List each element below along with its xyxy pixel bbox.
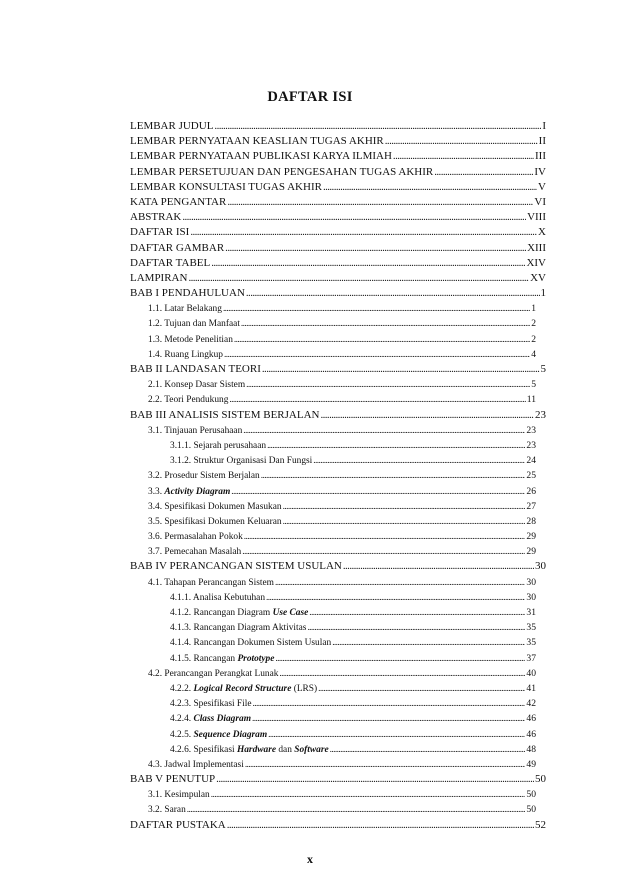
dot-leader bbox=[245, 758, 526, 772]
toc-entry-page: 23 bbox=[535, 408, 546, 421]
dot-leader bbox=[190, 225, 537, 240]
dot-leader bbox=[266, 591, 525, 605]
dot-leader bbox=[188, 271, 529, 286]
toc-entry bbox=[130, 559, 546, 574]
toc-entry bbox=[130, 575, 546, 590]
toc-entry-page: 2 bbox=[531, 318, 536, 330]
toc-entry-label: LEMBAR KONSULTASI TUGAS AKHIR bbox=[130, 180, 322, 193]
toc-entry-label: 4.1.2. Rancangan Diagram Use Case bbox=[170, 608, 309, 618]
toc-entry-label: 1.2. Tujuan dan Manfaat bbox=[148, 319, 240, 330]
toc-entry bbox=[130, 711, 546, 726]
toc-entry-page: 29 bbox=[526, 531, 536, 543]
toc-entry bbox=[130, 544, 546, 559]
toc-entry bbox=[130, 468, 546, 483]
toc-entry bbox=[130, 620, 546, 635]
toc-entry-page: 37 bbox=[526, 652, 536, 664]
dot-leader bbox=[225, 241, 526, 256]
toc-entry-label: 3.5. Spesifikasi Dokumen Keluaran bbox=[148, 516, 282, 527]
toc-entry bbox=[130, 301, 546, 316]
dot-leader bbox=[330, 743, 526, 757]
dot-leader bbox=[268, 728, 525, 742]
toc-entry bbox=[130, 195, 546, 210]
dot-leader bbox=[307, 621, 525, 635]
toc-entry-page: 52 bbox=[535, 818, 546, 831]
toc-entry bbox=[130, 423, 546, 438]
toc-entry bbox=[130, 377, 546, 392]
toc-entry bbox=[130, 119, 546, 134]
toc-entry-page: 50 bbox=[535, 773, 546, 786]
toc-entry-page: 31 bbox=[526, 607, 536, 618]
toc-entry-page: 29 bbox=[526, 546, 536, 558]
toc-entry bbox=[130, 210, 546, 225]
toc-entry-label: 4.2.6. Spesifikasi Hardware dan Software bbox=[170, 744, 329, 755]
toc-entry-page: III bbox=[535, 150, 546, 163]
dot-leader bbox=[211, 256, 525, 271]
toc-entry-label: LEMBAR PERNYATAAN KEASLIAN TUGAS AKHIR bbox=[130, 135, 384, 148]
toc-entry-label: DAFTAR GAMBAR bbox=[130, 241, 225, 254]
toc-entry-label: LEMBAR PERSETUJUAN DAN PENGESAHAN TUGAS AKHIR bbox=[130, 165, 434, 178]
dot-leader bbox=[244, 530, 526, 544]
dot-leader bbox=[187, 803, 526, 817]
toc-entry bbox=[130, 256, 546, 271]
toc-entry-label: 3.3. Activity Diagram bbox=[148, 486, 231, 497]
toc-entry-label: 4.2. Perancangan Perangkat Lunak bbox=[148, 668, 279, 679]
toc-entry-page: 23 bbox=[526, 439, 536, 451]
toc-entry-page: X bbox=[538, 226, 546, 239]
dot-leader bbox=[313, 454, 525, 468]
toc-entry-label: BAB III ANALISIS SISTEM BERJALAN bbox=[130, 408, 320, 421]
toc-entry-page: 48 bbox=[526, 743, 536, 755]
toc-entry-label: 3.6. Permasalahan Pokok bbox=[148, 532, 243, 543]
toc-entry bbox=[130, 787, 546, 802]
toc-entry-page: 5 bbox=[531, 379, 536, 391]
toc-entry bbox=[130, 727, 546, 742]
toc-entry-label: 4.2.3. Spesifikasi File bbox=[170, 699, 252, 710]
toc-entry bbox=[130, 225, 546, 240]
toc-entry-page: XIV bbox=[526, 256, 546, 269]
toc-entry-page: 40 bbox=[526, 667, 536, 679]
toc-entry-label: LEMBAR PERNYATAAN PUBLIKASI KARYA ILMIAH bbox=[130, 150, 392, 163]
toc-entry-page: 5 bbox=[540, 363, 546, 375]
dot-leader bbox=[223, 302, 530, 316]
dot-leader bbox=[262, 362, 540, 377]
toc-entry-page: VIII bbox=[527, 211, 546, 224]
toc-entry-label: 2.2. Teori Pendukung bbox=[148, 395, 229, 406]
toc-entry-page: 26 bbox=[526, 485, 536, 497]
toc-entry bbox=[130, 802, 546, 817]
toc-entry-page: 1 bbox=[531, 303, 536, 315]
dot-leader bbox=[393, 149, 534, 164]
toc-entry-page: 30 bbox=[526, 576, 536, 588]
toc-entry-label: 4.1.4. Rancangan Dokumen Sistem Usulan bbox=[170, 638, 332, 649]
toc-entry-label: KATA PENGANTAR bbox=[130, 195, 227, 208]
dot-leader bbox=[343, 559, 534, 574]
toc-entry bbox=[130, 347, 546, 362]
toc-entry-label: 3.2. Saran bbox=[148, 805, 186, 816]
toc-entry-page: IV bbox=[534, 165, 546, 178]
toc-entry bbox=[130, 529, 546, 544]
page-title: DAFTAR ISI bbox=[267, 89, 353, 105]
toc-entry-label: BAB II LANDASAN TEORI bbox=[130, 363, 261, 375]
toc-entry-page: II bbox=[538, 135, 546, 148]
toc-entry bbox=[130, 605, 546, 620]
toc-entry-page: 49 bbox=[526, 758, 536, 770]
toc-entry bbox=[130, 149, 546, 164]
dot-leader bbox=[252, 712, 525, 726]
toc-entry bbox=[130, 165, 546, 180]
dot-leader bbox=[332, 636, 525, 650]
toc-entry-page: 30 bbox=[535, 560, 546, 573]
dot-leader bbox=[267, 439, 525, 453]
dot-leader bbox=[231, 485, 525, 499]
dot-leader bbox=[241, 317, 530, 331]
toc-entry-label: 3.1. Tinjauan Perusahaan bbox=[148, 425, 243, 436]
toc-entry-page: 23 bbox=[526, 424, 536, 436]
toc-entry-page: 11 bbox=[526, 394, 536, 406]
toc-entry-page: 25 bbox=[526, 470, 536, 482]
toc-entry bbox=[130, 742, 546, 757]
toc-entry-page: 28 bbox=[526, 515, 536, 527]
dot-leader bbox=[242, 545, 525, 559]
dot-leader bbox=[216, 772, 534, 787]
dot-leader bbox=[211, 788, 526, 802]
toc-entry-page: 41 bbox=[526, 682, 536, 694]
toc-entry-page: 1 bbox=[540, 287, 546, 300]
toc-entry-label: 3.2. Prosedur Sistem Berjalan bbox=[148, 471, 260, 482]
toc-entry bbox=[130, 453, 546, 468]
dot-leader bbox=[227, 818, 534, 833]
toc-entry bbox=[130, 635, 546, 650]
toc-entry bbox=[130, 818, 546, 833]
dot-leader bbox=[318, 682, 525, 696]
dot-leader bbox=[246, 286, 540, 301]
dot-leader bbox=[275, 652, 525, 666]
toc-entry bbox=[130, 666, 546, 681]
toc-entry-page: 27 bbox=[526, 500, 536, 512]
toc-entry-label: DAFTAR PUSTAKA bbox=[130, 818, 226, 831]
toc-entry-label: 4.2.4. Class Diagram bbox=[170, 714, 252, 725]
toc-entry bbox=[130, 438, 546, 453]
toc-entry-page: 30 bbox=[526, 591, 536, 603]
toc-entry-label: LAMPIRAN bbox=[130, 271, 188, 284]
toc-entry-label: BAB V PENUTUP bbox=[130, 773, 216, 786]
dot-leader bbox=[320, 408, 534, 423]
dot-leader bbox=[234, 333, 530, 347]
toc-entry-label: 3.1. Kesimpulan bbox=[148, 790, 210, 801]
dot-leader bbox=[246, 378, 530, 392]
dot-leader bbox=[283, 500, 526, 514]
toc-entry bbox=[130, 590, 546, 605]
toc-entry-label: BAB I PENDAHULUAN bbox=[130, 287, 245, 300]
toc-entry-label: 1.1. Latar Belakang bbox=[148, 304, 222, 315]
toc-entry-label: 4.1.5. Rancangan Prototype bbox=[170, 653, 275, 664]
toc-entry bbox=[130, 499, 546, 514]
dot-leader bbox=[279, 667, 525, 681]
dot-leader bbox=[182, 210, 526, 225]
dot-leader bbox=[214, 119, 541, 134]
toc-entry-page: 42 bbox=[526, 698, 536, 710]
toc-entry bbox=[130, 696, 546, 711]
toc-entry bbox=[130, 134, 546, 149]
toc-entry-page: 35 bbox=[526, 622, 536, 634]
toc-entry bbox=[130, 392, 546, 407]
toc-entry-label: 2.1. Konsep Dasar Sistem bbox=[148, 380, 246, 391]
dot-leader bbox=[434, 165, 533, 180]
toc-entry-page: 35 bbox=[526, 637, 536, 649]
dot-leader bbox=[309, 606, 525, 620]
dot-leader bbox=[243, 424, 525, 438]
toc-entry-page: I bbox=[542, 120, 546, 132]
toc-entry bbox=[130, 757, 546, 772]
toc-entry-label: LEMBAR JUDUL bbox=[130, 120, 214, 132]
toc-entry bbox=[130, 286, 546, 301]
toc-entry-label: 1.4. Ruang Lingkup bbox=[148, 349, 223, 360]
toc-entry-page: 24 bbox=[526, 455, 536, 467]
toc-entry-page: XV bbox=[530, 271, 546, 284]
toc-entry-label: 4.2.2. Logical Record Structure (LRS) bbox=[170, 683, 318, 694]
toc-entry-page: 46 bbox=[526, 713, 536, 725]
toc-entry-label: 1.3. Metode Penelitian bbox=[148, 334, 233, 345]
toc-entry-page: VI bbox=[534, 195, 546, 208]
toc-entry bbox=[130, 271, 546, 286]
toc-entry bbox=[130, 408, 546, 423]
toc-entry-page: 46 bbox=[526, 728, 536, 740]
toc-entry-page: 4 bbox=[531, 348, 536, 360]
toc-entry bbox=[130, 681, 546, 696]
toc-entry-label: DAFTAR TABEL bbox=[130, 256, 211, 269]
toc-entry bbox=[130, 241, 546, 256]
table-of-contents bbox=[130, 119, 546, 833]
toc-entry-label: 3.1.2. Struktur Organisasi Dan Fungsi bbox=[170, 456, 313, 467]
toc-entry-label: 4.3. Jadwal Implementasi bbox=[148, 759, 244, 770]
toc-entry bbox=[130, 180, 546, 195]
toc-entry-label: 4.1.3. Rancangan Diagram Aktivitas bbox=[170, 623, 307, 634]
toc-entry-page: 2 bbox=[531, 333, 536, 345]
toc-entry-label: 3.4. Spesifikasi Dokumen Masukan bbox=[148, 501, 282, 512]
toc-entry-page: 50 bbox=[526, 789, 536, 801]
dot-leader bbox=[385, 134, 538, 149]
page-number: x bbox=[307, 852, 313, 866]
toc-entry-label: 3.1.1. Sejarah perusahaan bbox=[170, 440, 267, 451]
dot-leader bbox=[261, 469, 526, 483]
toc-entry bbox=[130, 772, 546, 787]
toc-entry bbox=[130, 362, 546, 377]
toc-entry bbox=[130, 514, 546, 529]
toc-entry-page: XIII bbox=[527, 241, 546, 254]
dot-leader bbox=[283, 515, 526, 529]
toc-entry-label: 4.1. Tahapan Perancangan Sistem bbox=[148, 577, 274, 588]
dot-leader bbox=[229, 393, 525, 407]
toc-entry-label: 3.7. Pemecahan Masalah bbox=[148, 547, 242, 558]
toc-entry-label: 4.1.1. Analisa Kebutuhan bbox=[170, 592, 266, 603]
toc-entry-label: 4.2.5. Sequence Diagram bbox=[170, 729, 268, 740]
toc-entry bbox=[130, 484, 546, 499]
dot-leader bbox=[224, 348, 530, 362]
toc-entry-label: BAB IV PERANCANGAN SISTEM USULAN bbox=[130, 560, 342, 573]
toc-entry-page: 50 bbox=[526, 804, 536, 816]
toc-entry-page: V bbox=[538, 180, 546, 193]
dot-leader bbox=[253, 697, 526, 711]
toc-entry bbox=[130, 316, 546, 331]
dot-leader bbox=[323, 180, 537, 195]
toc-entry-label: ABSTRAK bbox=[130, 211, 182, 224]
toc-entry bbox=[130, 651, 546, 666]
toc-entry bbox=[130, 332, 546, 347]
dot-leader bbox=[227, 195, 533, 210]
toc-entry-label: DAFTAR ISI bbox=[130, 226, 190, 239]
dot-leader bbox=[275, 576, 525, 590]
